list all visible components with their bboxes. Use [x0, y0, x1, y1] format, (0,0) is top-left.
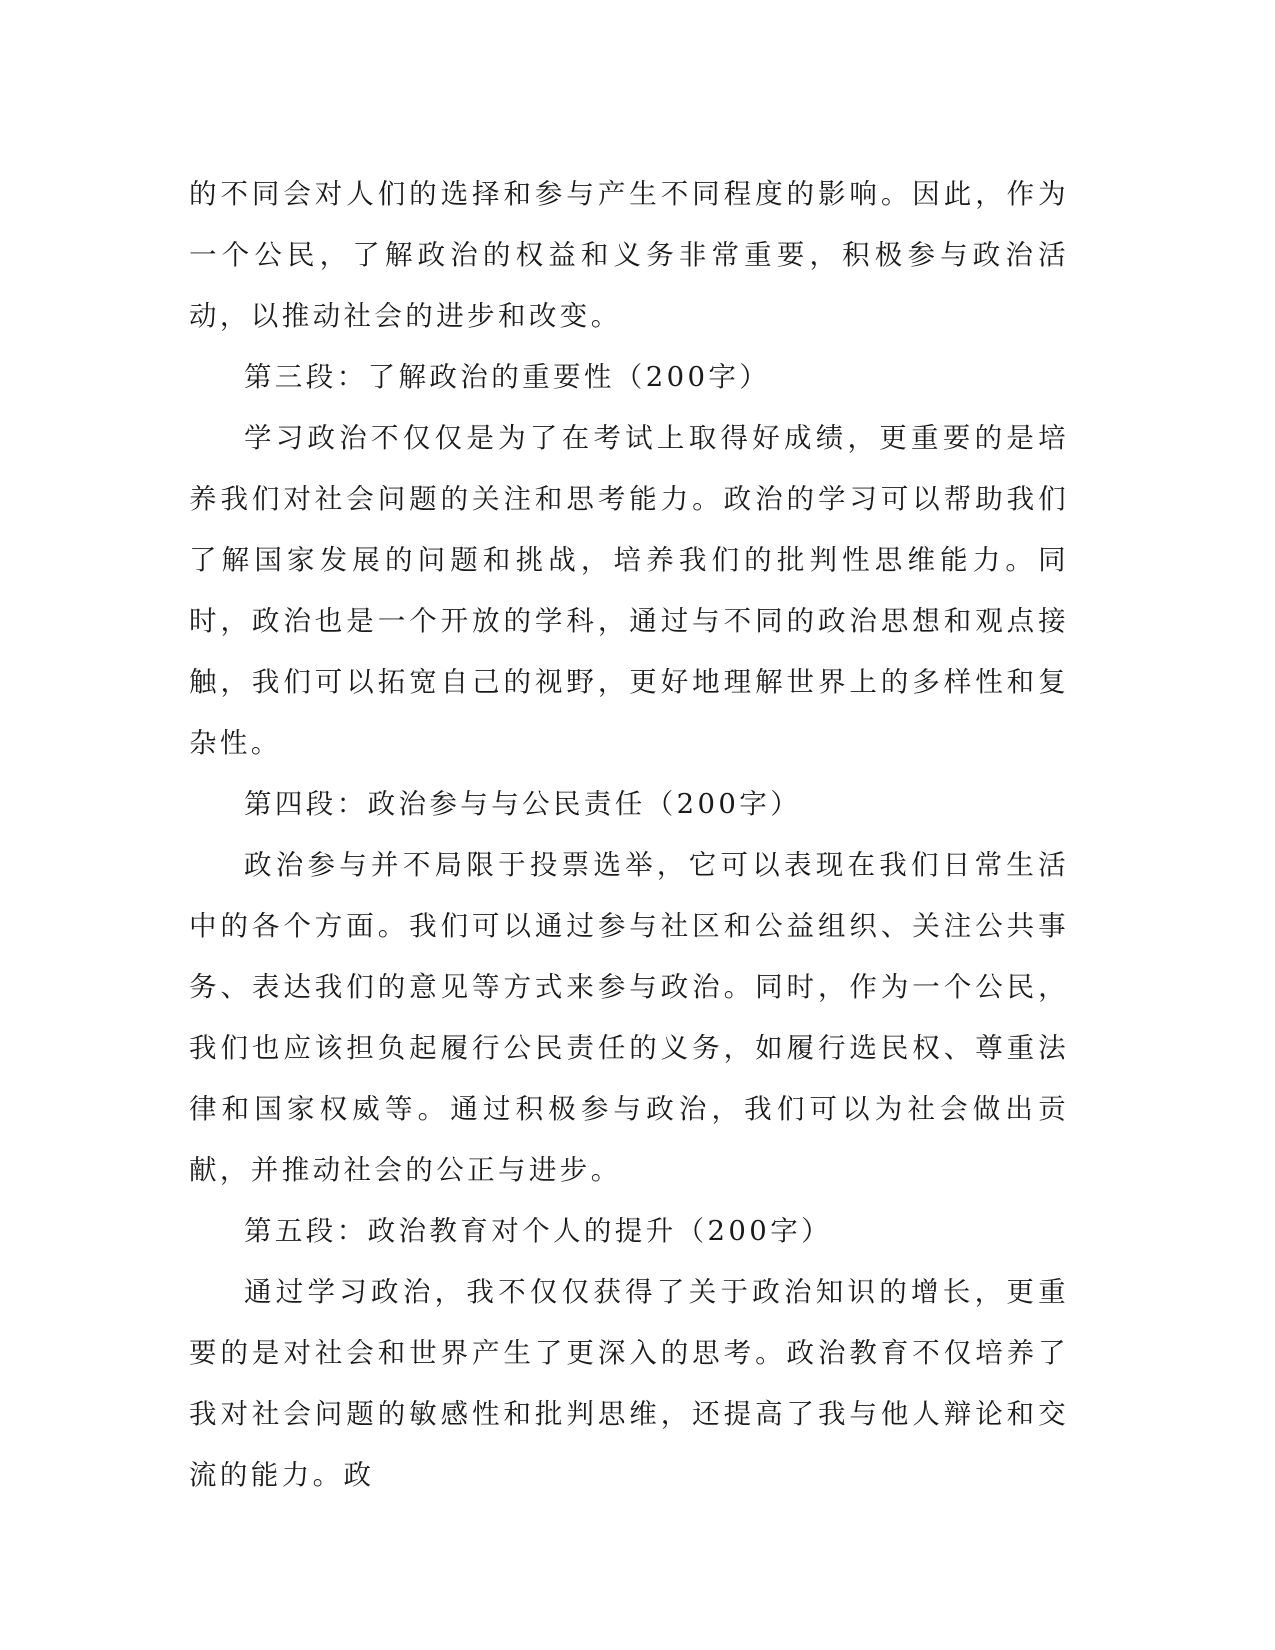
body-paragraph-5: 通过学习政治，我不仅仅获得了关于政治知识的增长，更重要的是对社会和世界产生了更深入的思考。政治教育不仅培养了我对社会问题的敏感性和批判思维，还提高了我与他人辩论和交流的能力。政 [189, 1276, 1069, 1491]
section-heading-4: 第四段：政治参与与公民责任（200字） [244, 788, 802, 820]
section-heading-3: 第三段：了解政治的重要性（200字） [244, 361, 771, 393]
section-heading-5: 第五段：政治教育对个人的提升（200字） [244, 1215, 832, 1247]
body-paragraph-3: 学习政治不仅仅是为了在考试上取得好成绩，更重要的是培养我们对社会问题的关注和思考能力。政治的学习可以帮助我们了解国家发展的问题和挑战，培养我们的批判性思维能力。同时，政治也是一个开放的学科，通过与不同的政治思想和观点接触，我们可以拓宽自己的视野，更好地理解世界上的多样性和复杂性。 [189, 422, 1069, 759]
body-paragraph-4: 政治参与并不局限于投票选举，它可以表现在我们日常生活中的各个方面。我们可以通过参与社区和公益组织、关注公共事务、表达我们的意见等方式来参与政治。同时，作为一个公民，我们也应该担负起履行公民责任的义务，如履行选民权、尊重法律和国家权威等。通过积极参与政治，我们可以为社会做出贡献，并推动社会的公正与进步。 [189, 849, 1069, 1186]
continuation-paragraph: 的不同会对人们的选择和参与产生不同程度的影响。因此，作为一个公民，了解政治的权益和义务非常重要，积极参与政治活动，以推动社会的进步和改变。 [189, 178, 1069, 332]
document-body [189, 164, 1069, 1506]
